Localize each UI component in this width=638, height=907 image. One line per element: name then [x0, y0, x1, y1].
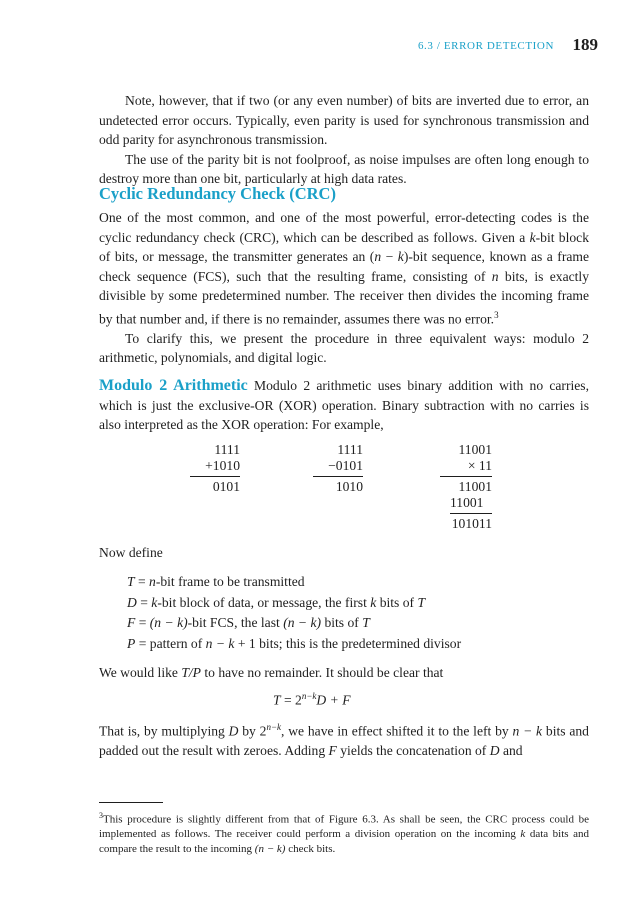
multiplication-operand-b: × 11 [467, 458, 492, 473]
define-intro: Now define [99, 545, 163, 560]
intro-text [99, 91, 589, 189]
footnote-reference: 3 [494, 309, 499, 320]
multiplication-partial-1: 11001 [440, 476, 492, 495]
subtraction-result: 1010 [313, 476, 363, 495]
page-number: 189 [572, 35, 598, 54]
definition-D: D = k-bit block of data, or message, the first k bits of T [127, 594, 426, 610]
modulo2-heading: Modulo 2 Arithmetic [99, 377, 248, 394]
definition-F: F = (n − k)-bit FCS, the last (n − k) bits of T [127, 615, 370, 631]
footnote-divider [99, 802, 163, 803]
subtraction-operand-a: 1111 [337, 442, 363, 457]
addition-operand-a: 1111 [214, 442, 240, 457]
footnote: $^3$This procedure is slightly different from that of Figure 6.3. As shall be seen, the CRC process could be implemented as follows. The receiver could perform a division operation on the incoming k data bits and compare the result to the incoming (n − k) check bits. [99, 811, 589, 855]
example-multiplication [440, 442, 492, 532]
example-subtraction [313, 442, 363, 495]
definitions-list [127, 572, 461, 654]
addition-result: 0101 [190, 476, 240, 495]
conclusion-paragraph: That is, by multiplying D by $2^{n-k}$, we have in effect shifted it to the left by n − k bits and padded out the result with zeroes. Adding F yields the concatenation of D and [99, 722, 589, 759]
intro-paragraph-2: The use of the parity bit is not foolproof, as noise impulses are often long enough to destroy more than one bit, particularly at high data rates. [99, 151, 589, 186]
equation-T: $T = 2^{n-k}D + F$ [273, 691, 351, 708]
conclusion-line-1: We would like T/P to have no remainder. It should be clear that [99, 665, 444, 680]
crc-paragraph-1: One of the most common, and one of the most powerful, error-detecting codes is the cyclic redundancy check (CRC), which can be described as follows. Given a k-bit block of bits, or message, the transmitter generates an (n − k)-bit sequence, known as a frame check sequence (FCS), such that the resulting frame, consisting of n bits, is exactly divisible by some predetermined number. The receiver then divides the incoming frame by that number and, if there is no remainder, assumes there was no error.$^3$ [99, 210, 590, 327]
multiplication-partial-2: 11001 [450, 495, 484, 510]
modulo2-paragraph: Modulo 2 Arithmetic Modulo 2 arithmetic uses binary addition with no carries, which is just the exclusive-OR (XOR) operation. Binary subtraction with no carries is also interpreted as the XOR operation: For example, [99, 377, 589, 432]
crc-paragraph-2: To clarify this, we present the procedure in three equivalent ways: modulo 2 arithmetic, polynomials, and digital logic. [99, 330, 589, 366]
running-header-section: 6.3 / ERROR DETECTION [417, 40, 554, 52]
multiplication-operand-a: 11001 [458, 442, 492, 457]
subtraction-operand-b: −0101 [328, 458, 363, 473]
definition-P: P = pattern of n − k + 1 bits; this is the predetermined divisor [127, 635, 462, 651]
addition-operand-b: +1010 [205, 458, 240, 473]
crc-text [99, 208, 589, 368]
example-addition [190, 442, 240, 495]
crc-heading: Cyclic Redundancy Check (CRC) [99, 184, 336, 203]
definition-T: T = n-bit frame to be transmitted [127, 574, 305, 589]
intro-paragraph-1: Note, however, that if two (or any even number) of bits are inverted due to error, an undetected error occurs. Typically, even parity is used for synchronous transmission and odd parity for asynchronous transmission. [99, 93, 589, 147]
multiplication-result: 101011 [450, 513, 492, 532]
